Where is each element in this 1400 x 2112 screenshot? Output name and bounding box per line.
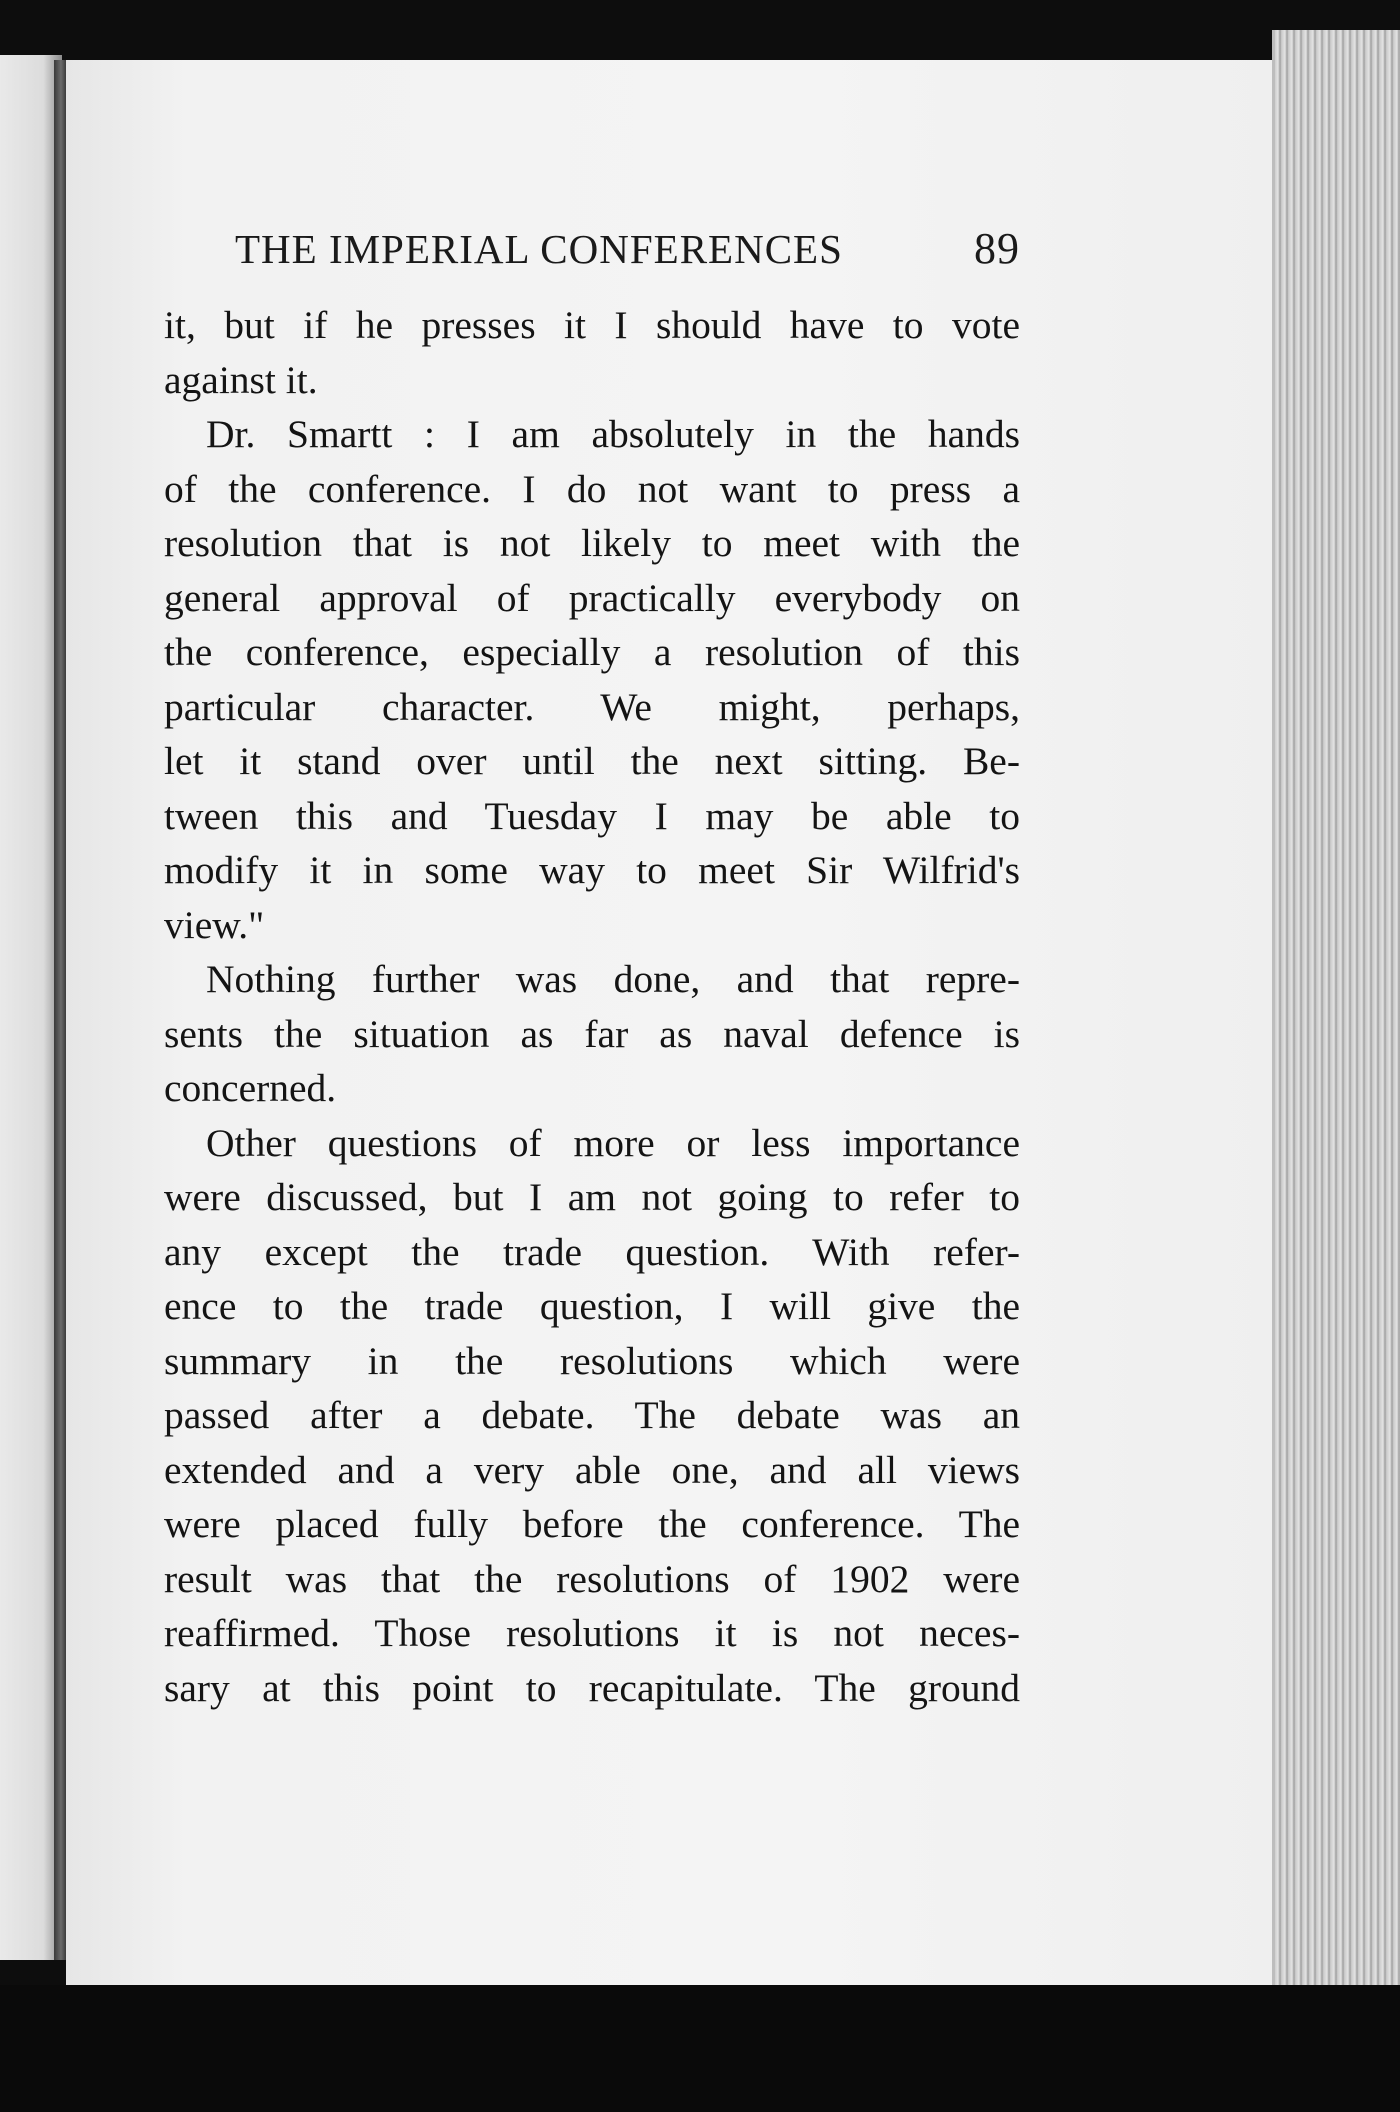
text-line: result was that the resolutions of 1902 were xyxy=(164,1556,1020,1601)
text-line: were discussed, but I am not going to refer to xyxy=(164,1175,1020,1219)
paragraph xyxy=(164,407,1020,952)
text-line: the conference, especially a resolution of this xyxy=(164,630,1020,674)
text-line: passed after a debate. The debate was an xyxy=(164,1393,1020,1437)
page-stack-edge xyxy=(1272,30,1400,1985)
text-line: it, but if he presses it I should have to vote xyxy=(164,303,1020,347)
text-line: modify it in some way to meet Sir Wilfrid's xyxy=(164,848,1020,892)
paragraph xyxy=(164,298,1020,407)
body-text xyxy=(164,298,1020,1715)
text-line: Dr. Smartt : I am absolutely in the hands xyxy=(206,412,1020,456)
text-line: summary in the resolutions which were xyxy=(164,1338,1020,1383)
text-line: Other questions of more or less importance xyxy=(206,1120,1020,1165)
background-shadow xyxy=(0,1985,1400,2112)
text-line: view." xyxy=(164,902,265,947)
text-line: concerned. xyxy=(164,1066,337,1110)
text-line: extended and a very able one, and all views xyxy=(164,1447,1020,1492)
text-line: particular character. We might, perhaps, xyxy=(164,684,1020,729)
text-line: tween this and Tuesday I may be able to xyxy=(164,793,1020,838)
text-line: sary at this point to recapitulate. The ground xyxy=(164,1665,1020,1710)
text-line: of the conference. I do not want to press a xyxy=(164,466,1020,511)
text-line: Nothing further was done, and that repre- xyxy=(206,957,1020,1001)
text-line: any except the trade question. With refer- xyxy=(164,1229,1020,1274)
text-line: reaffirmed. Those resolutions it is not neces- xyxy=(164,1611,1020,1655)
text-line: sents the situation as far as naval defence is xyxy=(164,1011,1020,1056)
text-line: against it. xyxy=(164,357,318,402)
running-head xyxy=(235,220,1020,280)
page-number: 89 xyxy=(974,224,1020,273)
left-page-edge xyxy=(0,55,62,1960)
text-line: ence to the trade question, I will give the xyxy=(164,1284,1020,1328)
paragraph xyxy=(164,1116,1020,1716)
text-line: were placed fully before the conference. The xyxy=(164,1502,1020,1546)
running-head-title: THE IMPERIAL CONFERENCES xyxy=(235,226,843,272)
text-line: let it stand over until the next sitting. Be- xyxy=(164,739,1020,783)
text-line: general approval of practically everybody on xyxy=(164,575,1020,620)
text-line: resolution that is not likely to meet with the xyxy=(164,521,1020,565)
paragraph xyxy=(164,952,1020,1116)
